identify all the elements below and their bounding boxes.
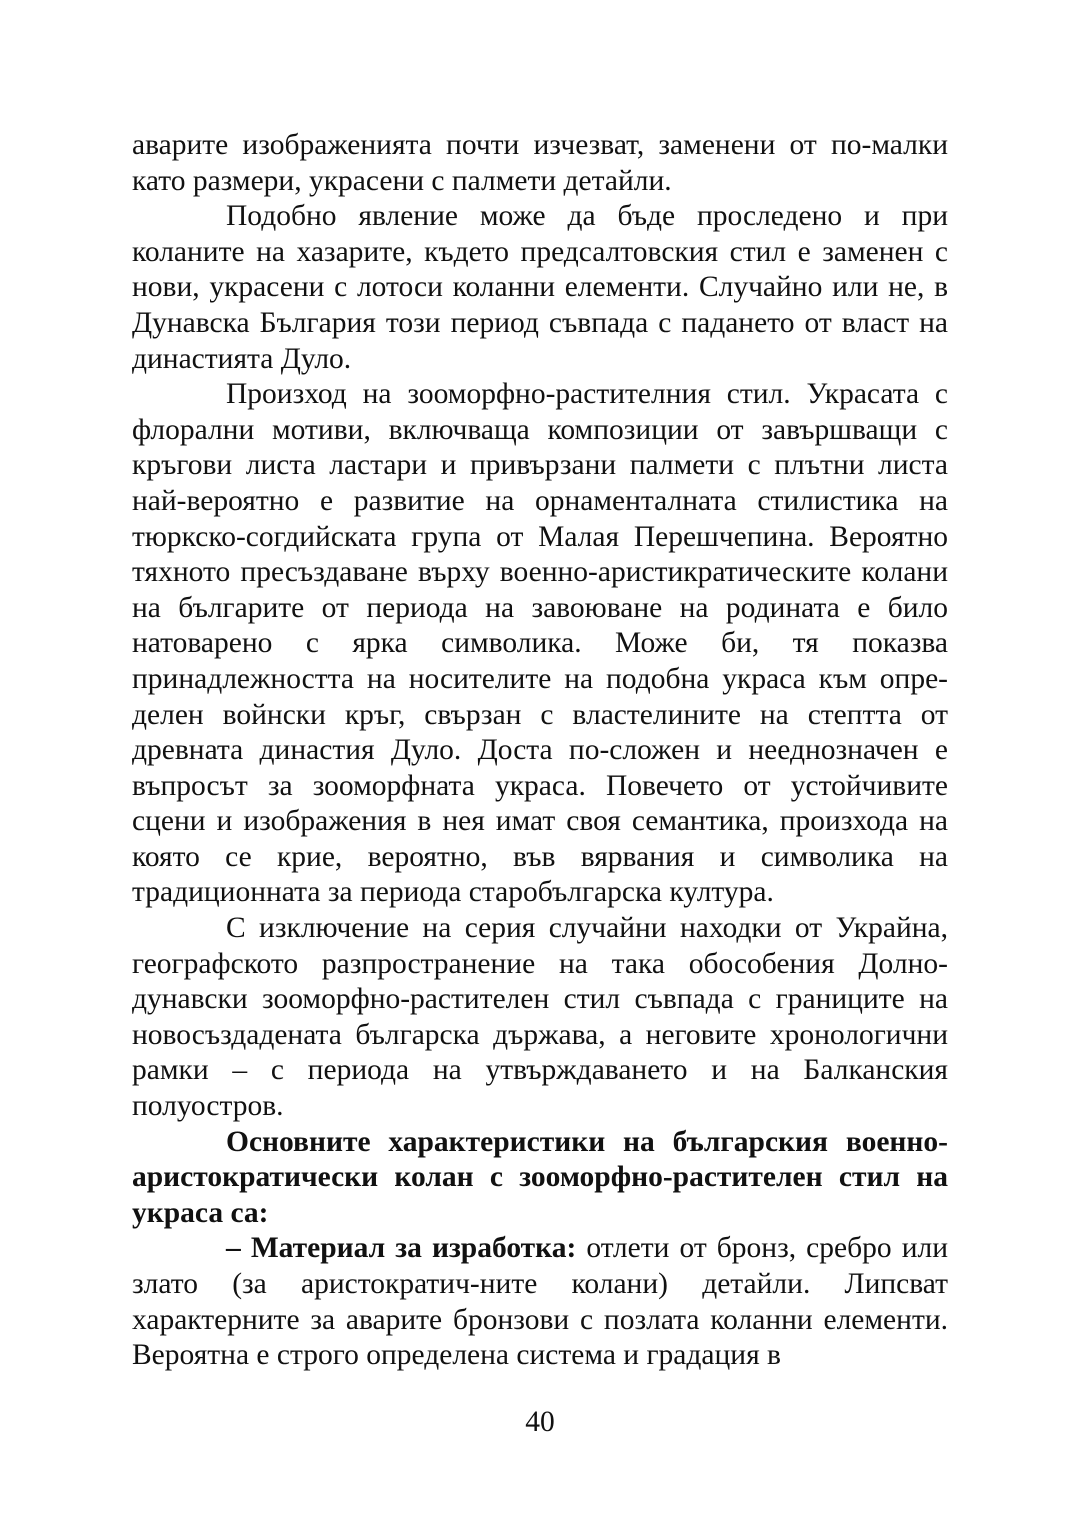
section-heading: Основните характеристики на българския военноаристократически колан с зооморфно-растителен стил на украса са: [132,1125,948,1229]
page-body [132,128,948,1374]
paragraph-1: аварите изображенията почти изчезват, заменени от по-малки като размери, украсени с палмети детайли. [132,129,948,197]
page-number: 40 [525,1406,555,1438]
paragraph-2: Подобно явление може да бъде проследено и при коланите на хазарите, където предсалтовския стил е заменен с нови, украсени с лотоси коланни елементи. Случайно или не, в Дунавска България този период съвпада с падането от власт на династията Дуло. [132,200,948,375]
paragraph-3: Произход на зооморфно-растителния стил. Украсата с флорални мотиви, включваща композиции от завършващи с кръгови листа ластари и привързани палмети с плътни листа най-вероятно е развитие на орнаменталната стилистика на тюркско-согдийската група от Малая Перешчепина. Вероятно тяхното пресъздаване върху военно-аристикратическите колани на българите от периода на завоюване на родината е било натоварено с ярка символика. Може би, тя показва принадлежността на носителите на подобна украса към определен войнски кръг, свързан с властелините на стептта от древната династия Дуло. Доста по-сложен и нееднозначен е въпросът за зооморфната украса. Повечето от устойчивите сцени и изображения в нея имат своя семантика, произхода на която се крие, вероятно, във вярвания и символика на традиционната за периода старобългарска култура. [132,378,948,909]
term-lead: – Материал за изработка: [226,1232,577,1265]
paragraph-6 [132,1231,948,1373]
term-description: отлети от бронз, сребро или злато (за аристократич-ните колани) детайли. Липсват характерните за аварите бронзови с позлата коланни елементи. Вероятна е строго определена система и градация в [132,1232,948,1372]
paragraph-4: С изключение на серия случайни находки от Украйна, географското разпространение на така обособения Долнодунавски зооморфно-растителен стил съвпада с границите на новосъздадената българска държава, а неговите хронологични рамки – с периода на утвърждаването и на Балканския полуостров. [132,912,948,1123]
